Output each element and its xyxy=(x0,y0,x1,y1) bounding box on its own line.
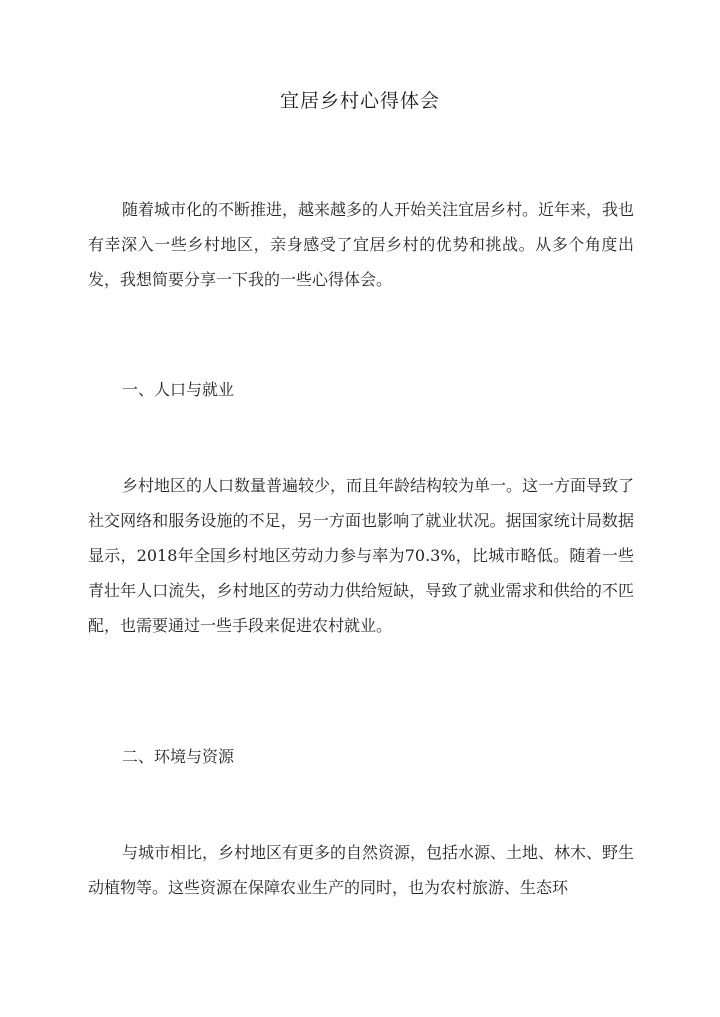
section-heading-population-employment: 一、人口与就业 xyxy=(122,380,235,399)
document-title: 宜居乡村心得体会 xyxy=(279,90,440,112)
section-paragraph-environment-resources: 与城市相比，乡村地区有更多的自然资源，包括水源、土地、林木、野生动植物等。这些资源在保障农业生产的同时，也为农村旅游、生态环 xyxy=(88,843,635,897)
intro-paragraph: 随着城市化的不断推进，越来越多的人开始关注宜居乡村。近年来，我也有幸深入一些乡村地区，亲身感受了宜居乡村的优势和挑战。从多个角度出发，我想简要分享一下我的一些心得体会。 xyxy=(88,200,635,289)
section-heading-environment-resources: 二、环境与资源 xyxy=(122,747,235,766)
section-paragraph-population-employment: 乡村地区的人口数量普遍较少，而且年龄结构较为单一。这一方面导致了社交网络和服务设施的不足，另一方面也影响了就业状况。据国家统计局数据显示，2018年全国乡村地区劳动力参与率为70.3%，比城市略低。随着一些青壮年人口流失，乡村地区的劳动力供给短缺，导致了就业需求和供给的不匹配，也需要通过一些手段来促进农村就业。 xyxy=(88,476,635,635)
